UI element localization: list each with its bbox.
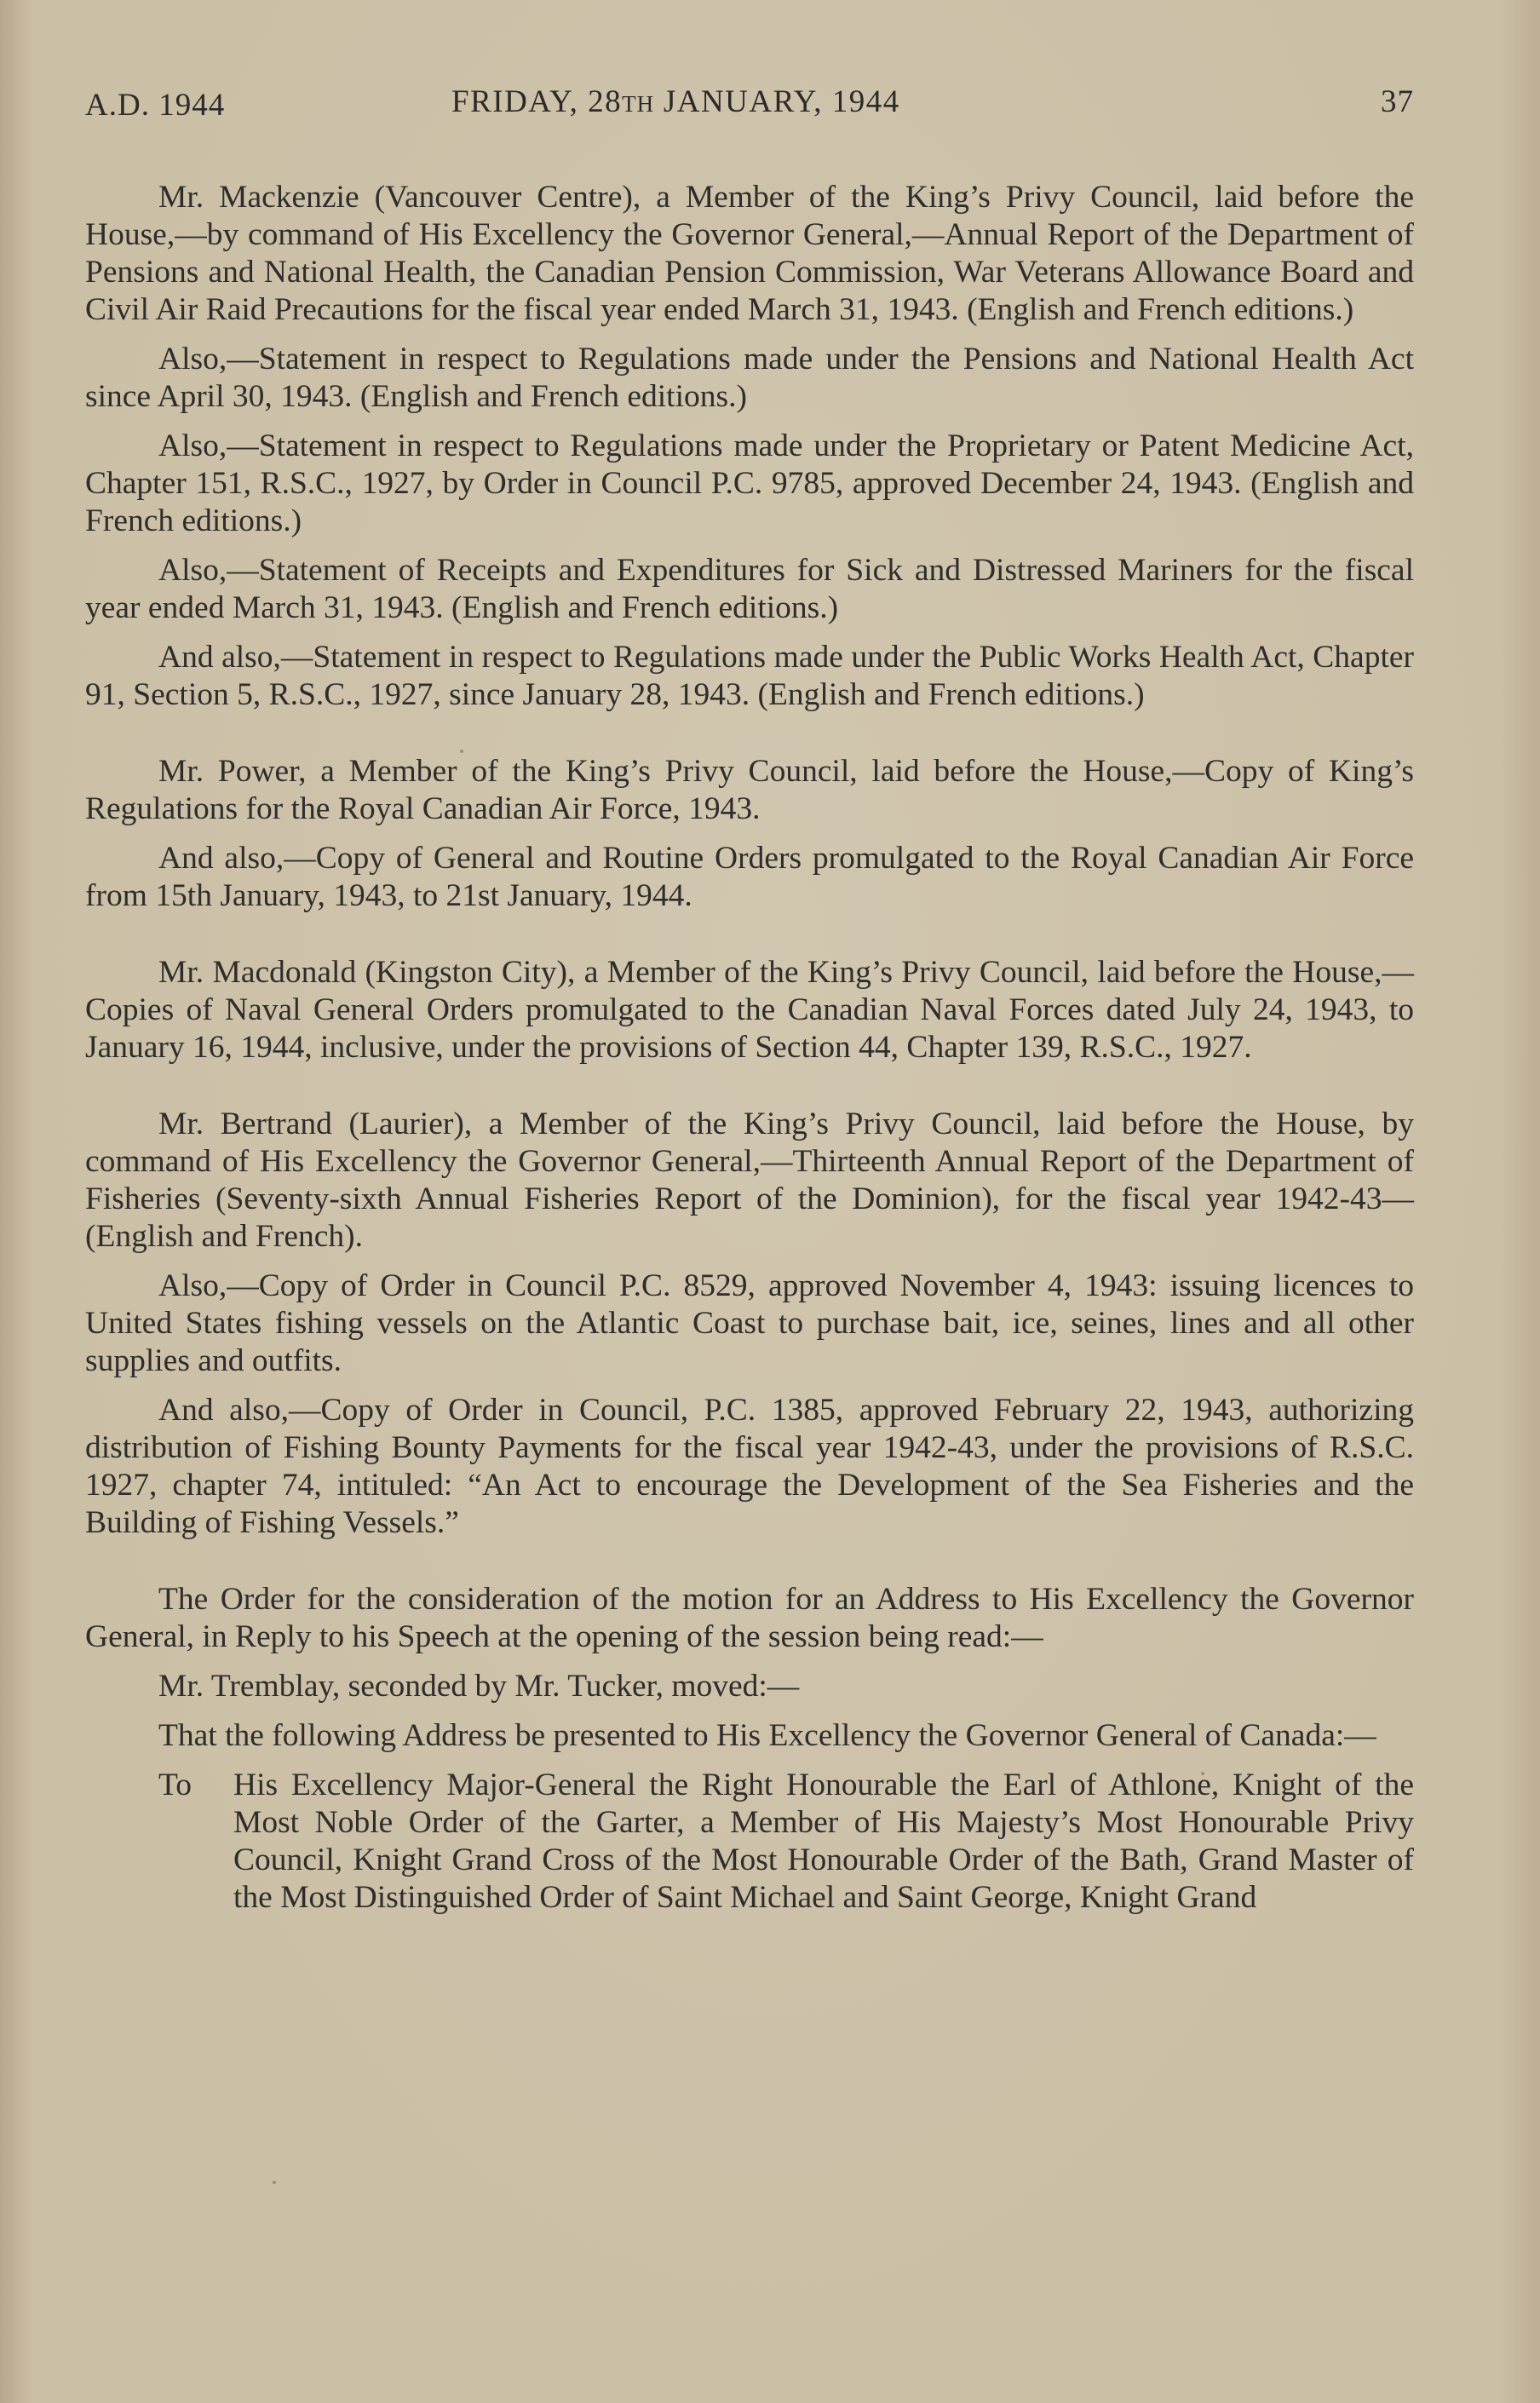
paragraph-tremblay-motion: Mr. Tremblay, seconded by Mr. Tucker, moved:— [158, 1669, 800, 1704]
document-page [85, 77, 1414, 2360]
header-day-suffix: TH [622, 91, 655, 117]
paragraph-air-force-orders: And also,—Copy of General and Routine Orders promulgated to the Royal Canadian Air Force from 15th January, 1943, to 21st January, 1944. [85, 841, 1414, 913]
paragraph-order-address: The Order for the consideration of the motion for an Address to His Excellency the Governor General, in Reply to his Speech at the opening of the session being read:— [85, 1582, 1414, 1654]
paragraph-mariners: Also,—Statement of Receipts and Expenditures for Sick and Distressed Mariners for the fiscal year ended March 31, 1943. (English and French editions.) [85, 553, 1414, 625]
paragraph-public-works: And also,—Statement in respect to Regulations made under the Public Works Health Act, Chapter 91, Section 5, R.S.C., 1927, since January 28, 1943. (English and French editions.) [85, 640, 1414, 712]
paper-speck [273, 2181, 276, 2184]
paragraph-patent-medicine: Also,—Statement in respect to Regulations made under the Proprietary or Patent Medicine Act, Chapter 151, R.S.C., 1927, by Order in Council P.C. 9785, approved December 24, 1943. (English and French editions.) [85, 428, 1414, 538]
paragraph-macdonald: Mr. Macdonald (Kingston City), a Member of the King’s Privy Council, laid before the House,—Copies of Naval General Orders promulgated to the Canadian Naval Forces dated July 24, 1943, to January 16, 1944, inclusive, under the provisions of Section 44, Chapter 139, R.S.C., 1927. [85, 955, 1414, 1065]
page-number: 37 [1381, 84, 1414, 119]
running-header [85, 77, 1414, 128]
paragraph-pensions-regulations: Also,—Statement in respect to Regulations made under the Pensions and National Health Act since April 30, 1943. (English and French editions.) [85, 342, 1414, 414]
address-block [85, 1767, 1414, 1917]
paper-speck [460, 750, 463, 753]
header-date [451, 83, 900, 120]
paragraph-bertrand: Mr. Bertrand (Laurier), a Member of the King’s Privy Council, laid before the House, by command of His Excellency the Governor General,—Thirteenth Annual Report of the Department of Fisheries (Seventy-sixth Annual Fisheries Report of the Dominion), for the fiscal year 1942-43—(English and French). [85, 1107, 1414, 1254]
paragraph-mackenzie: Mr. Mackenzie (Vancouver Centre), a Member of the King’s Privy Council, laid before the House,—by command of His Excellency the Governor General,—Annual Report of the Department of Pensions and National Health, the Canadian Pension Commission, War Veterans Allowance Board and Civil Air Raid Precautions for the fiscal year ended March 31, 1943. (English and French editions.) [85, 180, 1414, 327]
paper-speck [1201, 1772, 1204, 1775]
header-day: FRIDAY, 28 [451, 84, 623, 119]
body-text [85, 179, 1414, 1917]
address-to: To [158, 1768, 192, 1802]
address-text: His Excellency Major-General the Right Honourable the Earl of Athlone, Knight of the Most Noble Order of the Garter, a Member of His Majesty’s Most Honourable Privy Council, Knight Grand Cross of the Most Honourable Order of the Bath, Grand Master of the Most Distinguished Order of Saint Michael and Saint George, Knight Grand [233, 1768, 1414, 1915]
header-year: A.D. 1944 [85, 88, 226, 123]
paragraph-fishing-licences: Also,—Copy of Order in Council P.C. 8529, approved November 4, 1943: issuing licences to United States fishing vessels on the Atlantic Coast to purchase bait, ice, seines, lines and all other supplies and outfits. [85, 1268, 1414, 1378]
paragraph-address-resolution: That the following Address be presented to His Excellency the Governor General of Canada:— [158, 1718, 1376, 1753]
paragraph-power: Mr. Power, a Member of the King’s Privy Council, laid before the House,—Copy of King’s Regulations for the Royal Canadian Air Force, 1943. [85, 754, 1414, 826]
header-month-year: JANUARY, 1944 [654, 84, 900, 119]
paragraph-fishing-bounty: And also,—Copy of Order in Council, P.C. 1385, approved February 22, 1943, authorizing distribution of Fishing Bounty Payments for the fiscal year 1942-43, under the provisions of R.S.C. 1927, chapter 74, intituled: “An Act to encourage the Development of the Sea Fisheries and the Building of Fishing Vessels.” [85, 1393, 1414, 1540]
